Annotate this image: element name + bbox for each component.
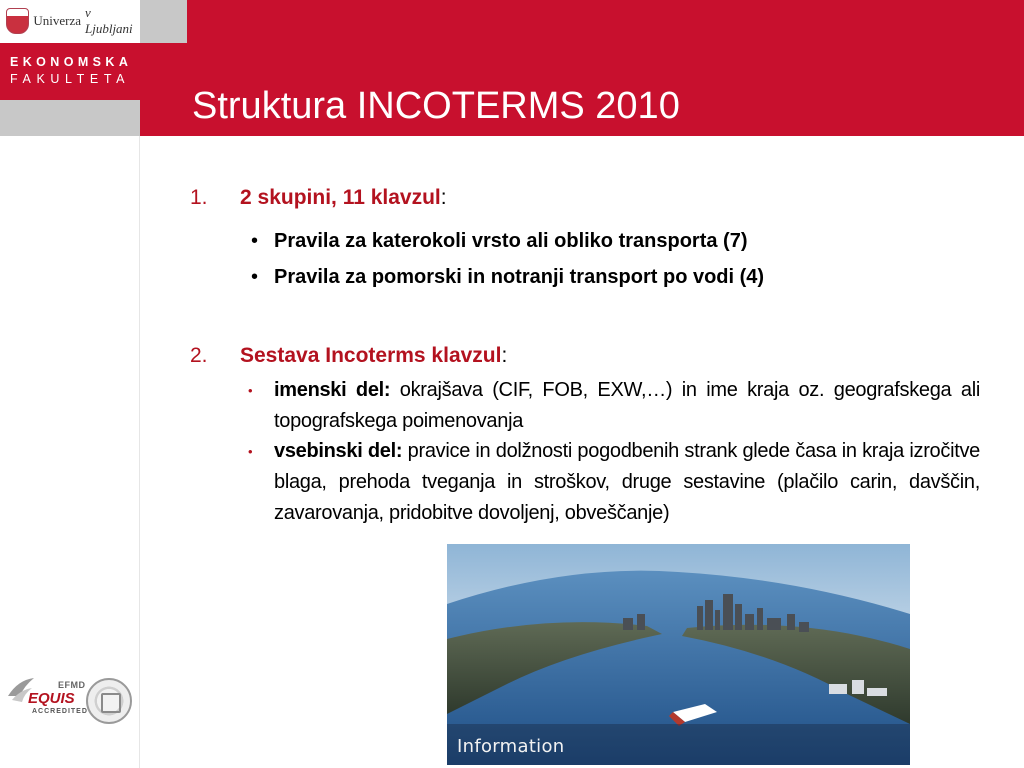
accreditation-logos: [6, 670, 134, 732]
faculty-name-line2: FAKULTETA: [10, 72, 131, 86]
section-1-bullet: [251, 230, 748, 253]
section-2-heading: [190, 344, 507, 368]
university-logo-box: [0, 0, 187, 43]
title-band: [140, 43, 1024, 136]
bullet-term: imenski del:: [274, 379, 391, 401]
section-2-number: 2.: [190, 344, 208, 367]
accredited-label: ACCREDITED: [32, 708, 88, 715]
bullet-icon: •: [251, 266, 259, 288]
bullet-text: pravice in dolžnosti pogodbenih strank glede časa in kraja izročitve blaga, prehoda tveganja in stroškov, druge sestavine (plačilo carin, davščin, zavarovanja, pridobitve dovoljenj, obveščanje): [274, 440, 981, 524]
top-red-strip: [187, 0, 1024, 43]
efmd-label: EFMD: [58, 680, 86, 690]
bullet-text: Pravila za pomorski in notranji transport po vodi (4): [274, 266, 765, 288]
harbor-photo-image: [447, 544, 910, 765]
bullet-term: vsebinski del:: [274, 440, 403, 462]
section-1-colon: :: [440, 186, 447, 209]
university-logo: [6, 6, 140, 36]
faculty-name-line1: EKONOMSKA: [10, 55, 133, 69]
section-1-heading: [190, 186, 447, 210]
equis-label: EQUIS: [28, 690, 75, 707]
university-seal-icon: [6, 8, 29, 34]
harbor-photo: [447, 544, 910, 765]
photo-caption: Information: [457, 736, 565, 757]
section-2-colon: :: [501, 344, 508, 367]
accreditation-seal-icon: [86, 678, 132, 724]
university-name: Univerza: [33, 13, 81, 28]
bullet-icon: •: [248, 383, 253, 398]
grey-block: [140, 0, 187, 43]
section-1-bullet: [251, 266, 765, 289]
section-2-title: Sestava Incoterms klavzul: [240, 344, 502, 367]
section-1-number: 1.: [190, 186, 208, 209]
section-1-title: 2 skupini, 11 klavzul: [240, 186, 441, 209]
university-city: v Ljubljani: [84, 5, 133, 36]
bullet-text: Pravila za katerokoli vrsto ali obliko transporta (7): [274, 230, 748, 252]
faculty-logo: [0, 43, 140, 100]
bullet-text: okrajšava (CIF, FOB, EXW,…) in ime kraja oz. geografskega ali topografskega poimenovanja: [274, 379, 980, 432]
grey-block-lower: [0, 100, 140, 136]
section-2-bullet: [248, 375, 980, 437]
bullet-icon: •: [248, 444, 253, 459]
section-2-bullet: [248, 436, 981, 529]
bullet-icon: •: [251, 230, 259, 252]
slide-title: Struktura INCOTERMS 2010: [192, 85, 680, 127]
